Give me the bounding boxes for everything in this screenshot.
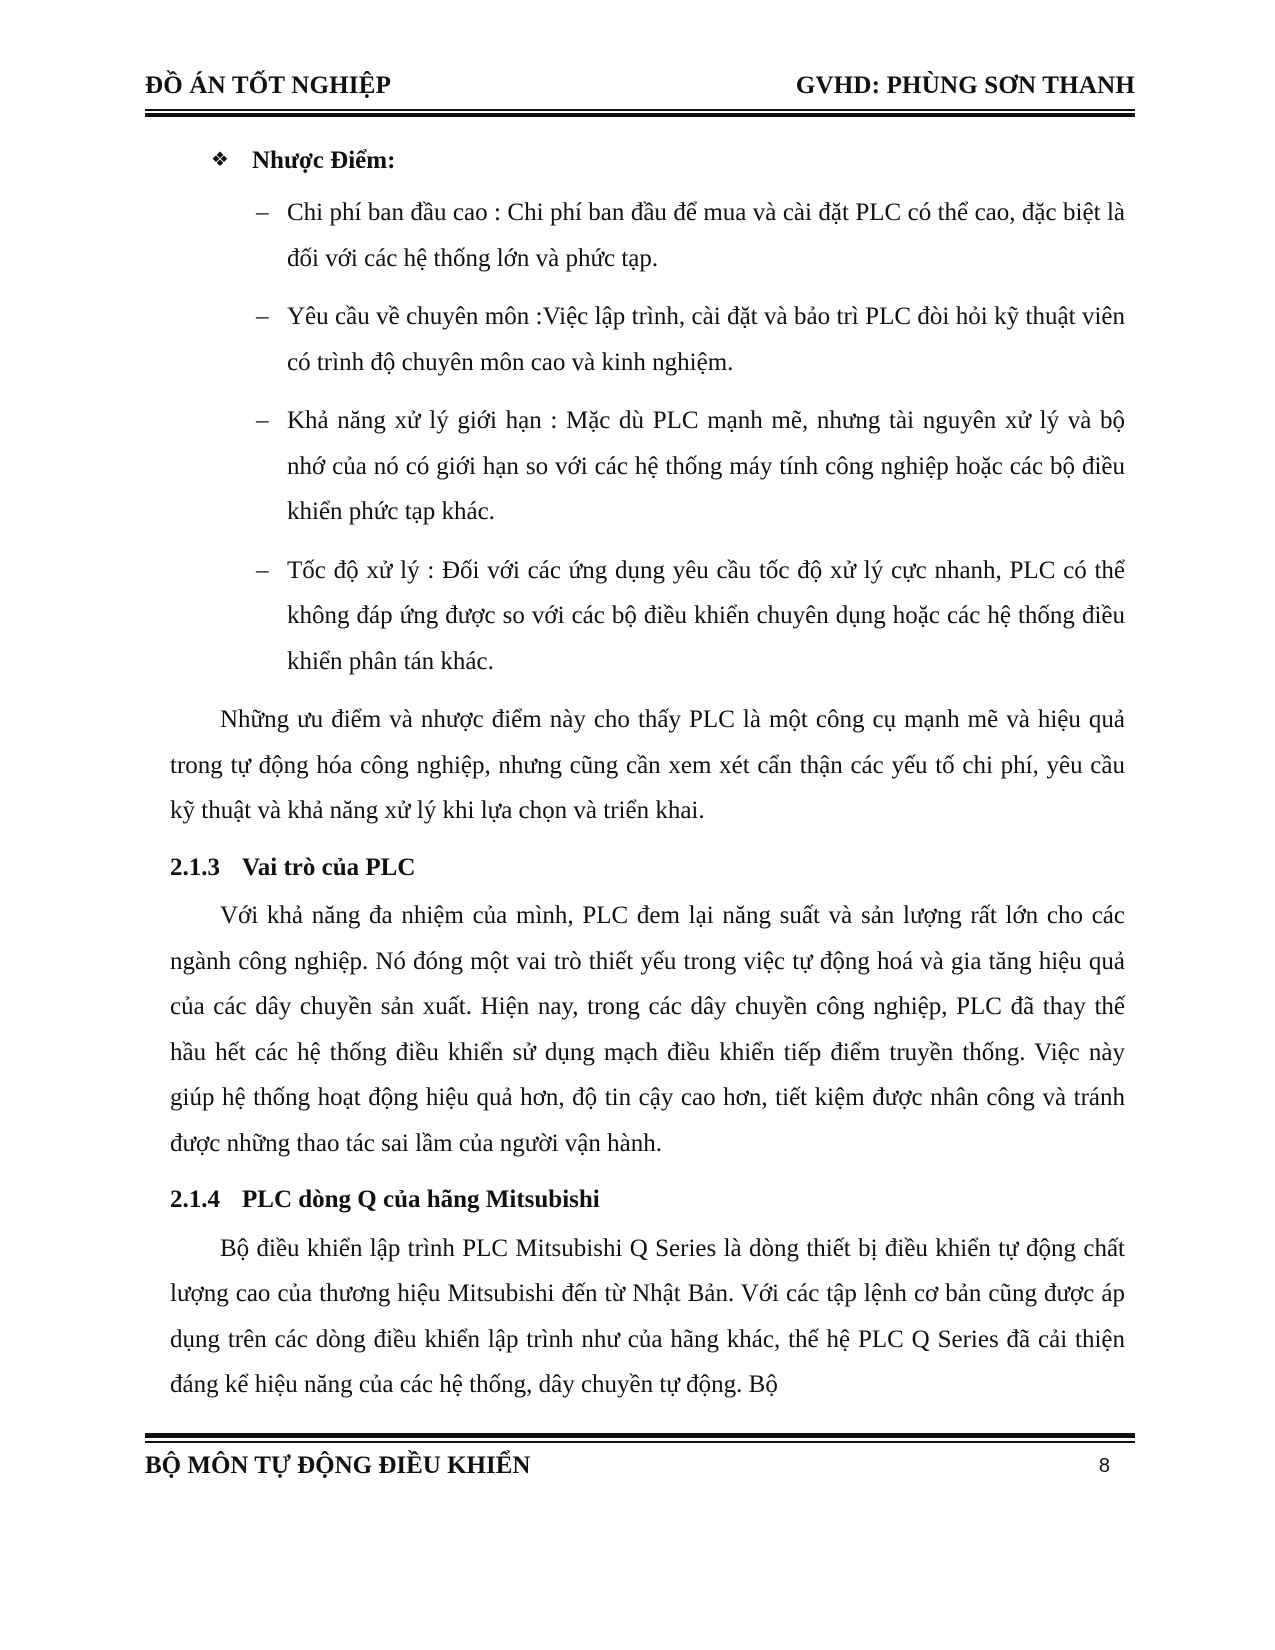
page-number: 8	[1098, 1455, 1110, 1477]
section-number: 2.1.3	[170, 853, 220, 881]
section-heading-2-1-3	[170, 845, 1125, 891]
header-rule-thin	[145, 109, 1135, 111]
list-item	[170, 398, 1125, 535]
footer-department: BỘ MÔN TỰ ĐỘNG ĐIỀU KHIỂN	[145, 1452, 531, 1479]
page-body	[170, 138, 1125, 1408]
list-item-text: Chi phí ban đầu cao : Chi phí ban đầu để mua và cài đặt PLC có thể cao, đặc biệt là đối với các hệ thống lớn và phức tạp.	[287, 199, 1125, 272]
footer-rule-thick	[145, 1433, 1135, 1438]
header-rule-thick	[145, 113, 1135, 117]
list-item	[170, 294, 1125, 385]
disadvantages-title: Nhược Điểm:	[252, 147, 396, 174]
summary-paragraph: Những ưu điểm và nhược điểm này cho thấy PLC là một công cụ mạnh mẽ và hiệu quả trong tự động hóa công nghiệp, nhưng cũng cần xem xét cẩn thận các yếu tố chi phí, yêu cầu kỹ thuật và khả năng xử lý khi lựa chọn và triển khai.	[170, 706, 1125, 824]
disadvantages-list	[170, 190, 1125, 684]
disadvantages-heading	[170, 138, 1125, 186]
dash-bullet: –	[256, 407, 269, 434]
header-supervisor: GVHD: PHÙNG SƠN THANH	[795, 72, 1135, 99]
section-title: PLC dòng Q của hãng Mitsubishi	[242, 1186, 600, 1213]
section-2-1-3-paragraph: Với khả năng đa nhiệm của mình, PLC đem lại năng suất và sản lượng rất lớn cho các ngành công nghiệp. Nó đóng một vai trò thiết yếu trong việc tự động hoá và gia tăng hiệu quả của các dây chuyền sản xuất. Hiện nay, trong các dây chuyền công nghiệp, PLC đã thay thế hầu hết các hệ thống điều khiển sử dụng mạch điều khiển tiếp điểm truyền thống. Việc này giúp hệ thống hoạt động hiệu quả hơn, độ tin cậy cao hơn, tiết kiệm được nhân công và tránh được những thao tác sai lầm của người vận hành.	[170, 902, 1125, 1157]
dash-bullet: –	[256, 303, 269, 330]
footer-rule-thin	[145, 1441, 1135, 1443]
list-item-text: Tốc độ xử lý : Đối với các ứng dụng yêu cầu tốc độ xử lý cực nhanh, PLC có thể không đáp ứng được so với các bộ điều khiển chuyên dụng hoặc các hệ thống điều khiển phân tán khác.	[287, 556, 1125, 675]
section-title: Vai trò của PLC	[242, 853, 416, 881]
section-heading-2-1-4	[170, 1177, 1125, 1223]
section-2-1-4-paragraph: Bộ điều khiển lập trình PLC Mitsubishi Q Series là dòng thiết bị điều khiển tự động chất lượng cao của thương hiệu Mitsubishi đến từ Nhật Bản. Với các tập lệnh cơ bản cũng được áp dụng trên các dòng điều khiển lập trình như của hãng khác, thế hệ PLC Q Series đã cải thiện đáng kể hiệu năng của các hệ thống, dây chuyền tự động. Bộ	[170, 1234, 1125, 1398]
section-number: 2.1.4	[170, 1186, 220, 1213]
list-item	[170, 548, 1125, 685]
list-item-text: Yêu cầu về chuyên môn :Việc lập trình, cài đặt và bảo trì PLC đòi hỏi kỹ thuật viên có trình độ chuyên môn cao và kinh nghiệm.	[287, 303, 1125, 376]
diamond-bullet-icon: ❖	[211, 149, 229, 171]
list-item	[170, 190, 1125, 281]
dash-bullet: –	[256, 556, 269, 584]
list-item-text: Khả năng xử lý giới hạn : Mặc dù PLC mạnh mẽ, nhưng tài nguyên xử lý và bộ nhớ của nó có giới hạn so với các hệ thống máy tính công nghiệp hoặc các bộ điều khiển phức tạp khác.	[287, 407, 1125, 525]
dash-bullet: –	[256, 199, 269, 226]
header-thesis-title: ĐỒ ÁN TỐT NGHIỆP	[145, 72, 392, 99]
page-header	[145, 72, 1135, 108]
